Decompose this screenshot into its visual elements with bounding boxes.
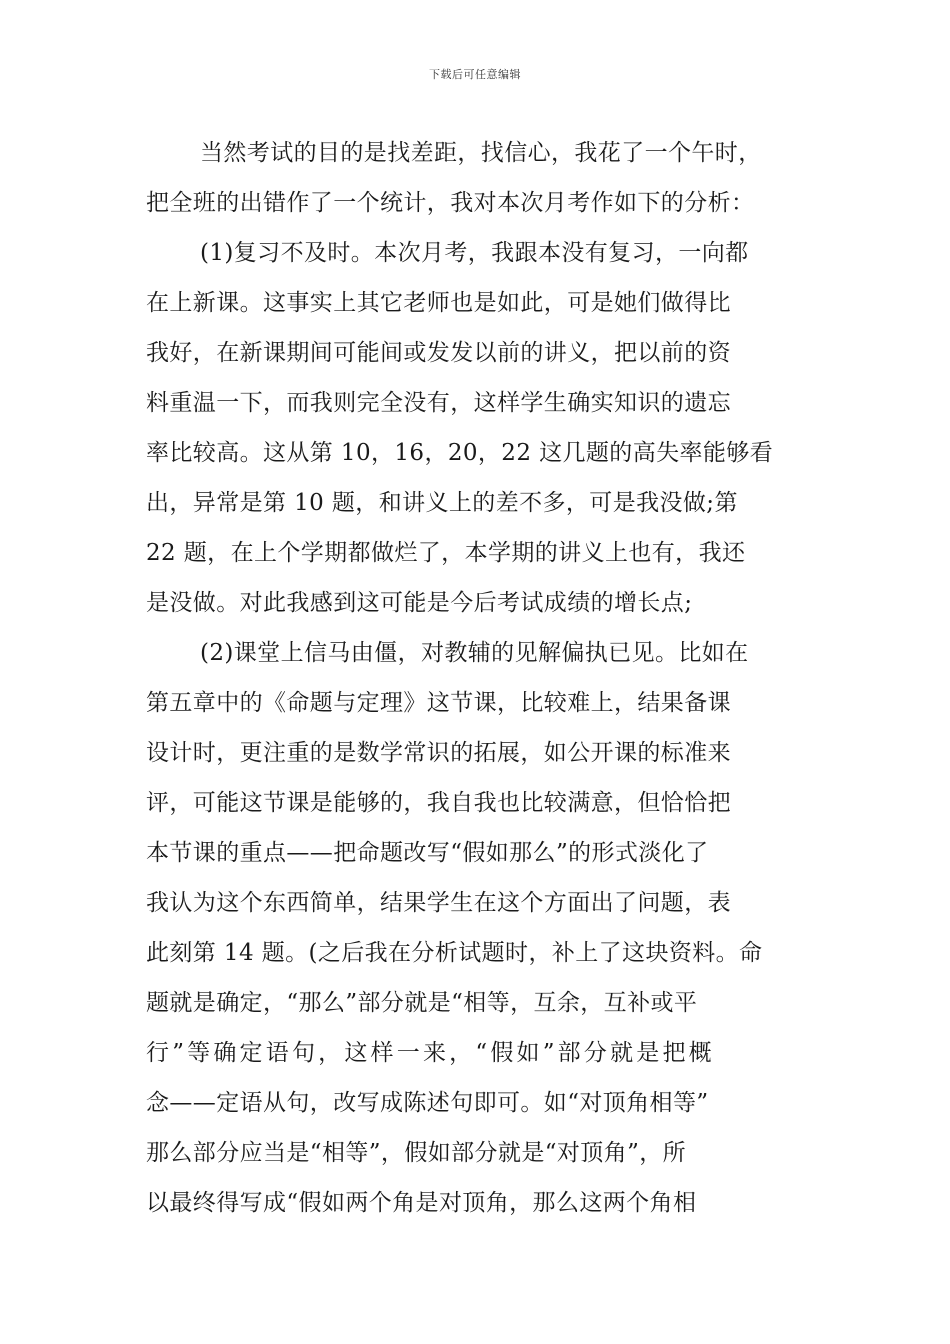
text-line: 此刻第 14 题。(之后我在分析试题时，补上了这块资料。命 bbox=[146, 940, 763, 966]
text-line: 以最终得写成“假如两个角是对顶角，那么这两个角相 bbox=[146, 1190, 697, 1216]
text-line: 那么部分应当是“相等”，假如部分就是“对顶角”，所 bbox=[146, 1140, 687, 1166]
text-line: 设计时，更注重的是数学常识的拓展，如公开课的标准来 bbox=[146, 740, 731, 766]
text-line: 料重温一下，而我则完全没有，这样学生确实知识的遗忘 bbox=[146, 390, 731, 416]
text-line: 我认为这个东西简单，结果学生在这个方面出了问题，表 bbox=[146, 890, 731, 916]
text-line: 出，异常是第 10 题，和讲义上的差不多，可是我没做;第 bbox=[146, 490, 738, 516]
text-line: 在上新课。这事实上其它老师也是如此，可是她们做得比 bbox=[146, 290, 731, 316]
text-line: (1)复习不及时。本次月考，我跟本没有复习，一向都 bbox=[200, 240, 749, 266]
text-line: 当然考试的目的是找差距，找信心，我花了一个午时， bbox=[200, 140, 762, 166]
text-line: 评，可能这节课是能够的，我自我也比较满意，但恰恰把 bbox=[146, 790, 731, 816]
page-header: 下载后可任意编辑 bbox=[429, 68, 521, 81]
text-line: 行”等确定语句，这样一来，“假如”部分就是把概 bbox=[146, 1040, 715, 1066]
text-line: 念——定语从句，改写成陈述句即可。如“对顶角相等” bbox=[146, 1090, 709, 1116]
text-line: 22 题，在上个学期都做烂了，本学期的讲义上也有，我还 bbox=[146, 540, 746, 566]
text-line: 率比较高。这从第 10，16，20，22 这几题的高失率能够看 bbox=[146, 440, 774, 466]
text-line: 我好，在新课期间可能间或发发以前的讲义，把以前的资 bbox=[146, 340, 731, 366]
document-body bbox=[146, 128, 814, 1228]
text-line: 把全班的出错作了一个统计，我对本次月考作如下的分析： bbox=[146, 190, 755, 216]
text-line: 本节课的重点——把命题改写“假如那么”的形式淡化了 bbox=[146, 840, 709, 866]
text-line: (2)课堂上信马由僵，对教辅的见解偏执已见。比如在 bbox=[200, 640, 749, 666]
text-line: 第五章中的《命题与定理》这节课，比较难上，结果备课 bbox=[146, 690, 731, 716]
text-line: 是没做。对此我感到这可能是今后考试成绩的增长点; bbox=[146, 590, 693, 616]
text-line: 题就是确定，“那么”部分就是“相等，互余，互补或平 bbox=[146, 990, 698, 1016]
